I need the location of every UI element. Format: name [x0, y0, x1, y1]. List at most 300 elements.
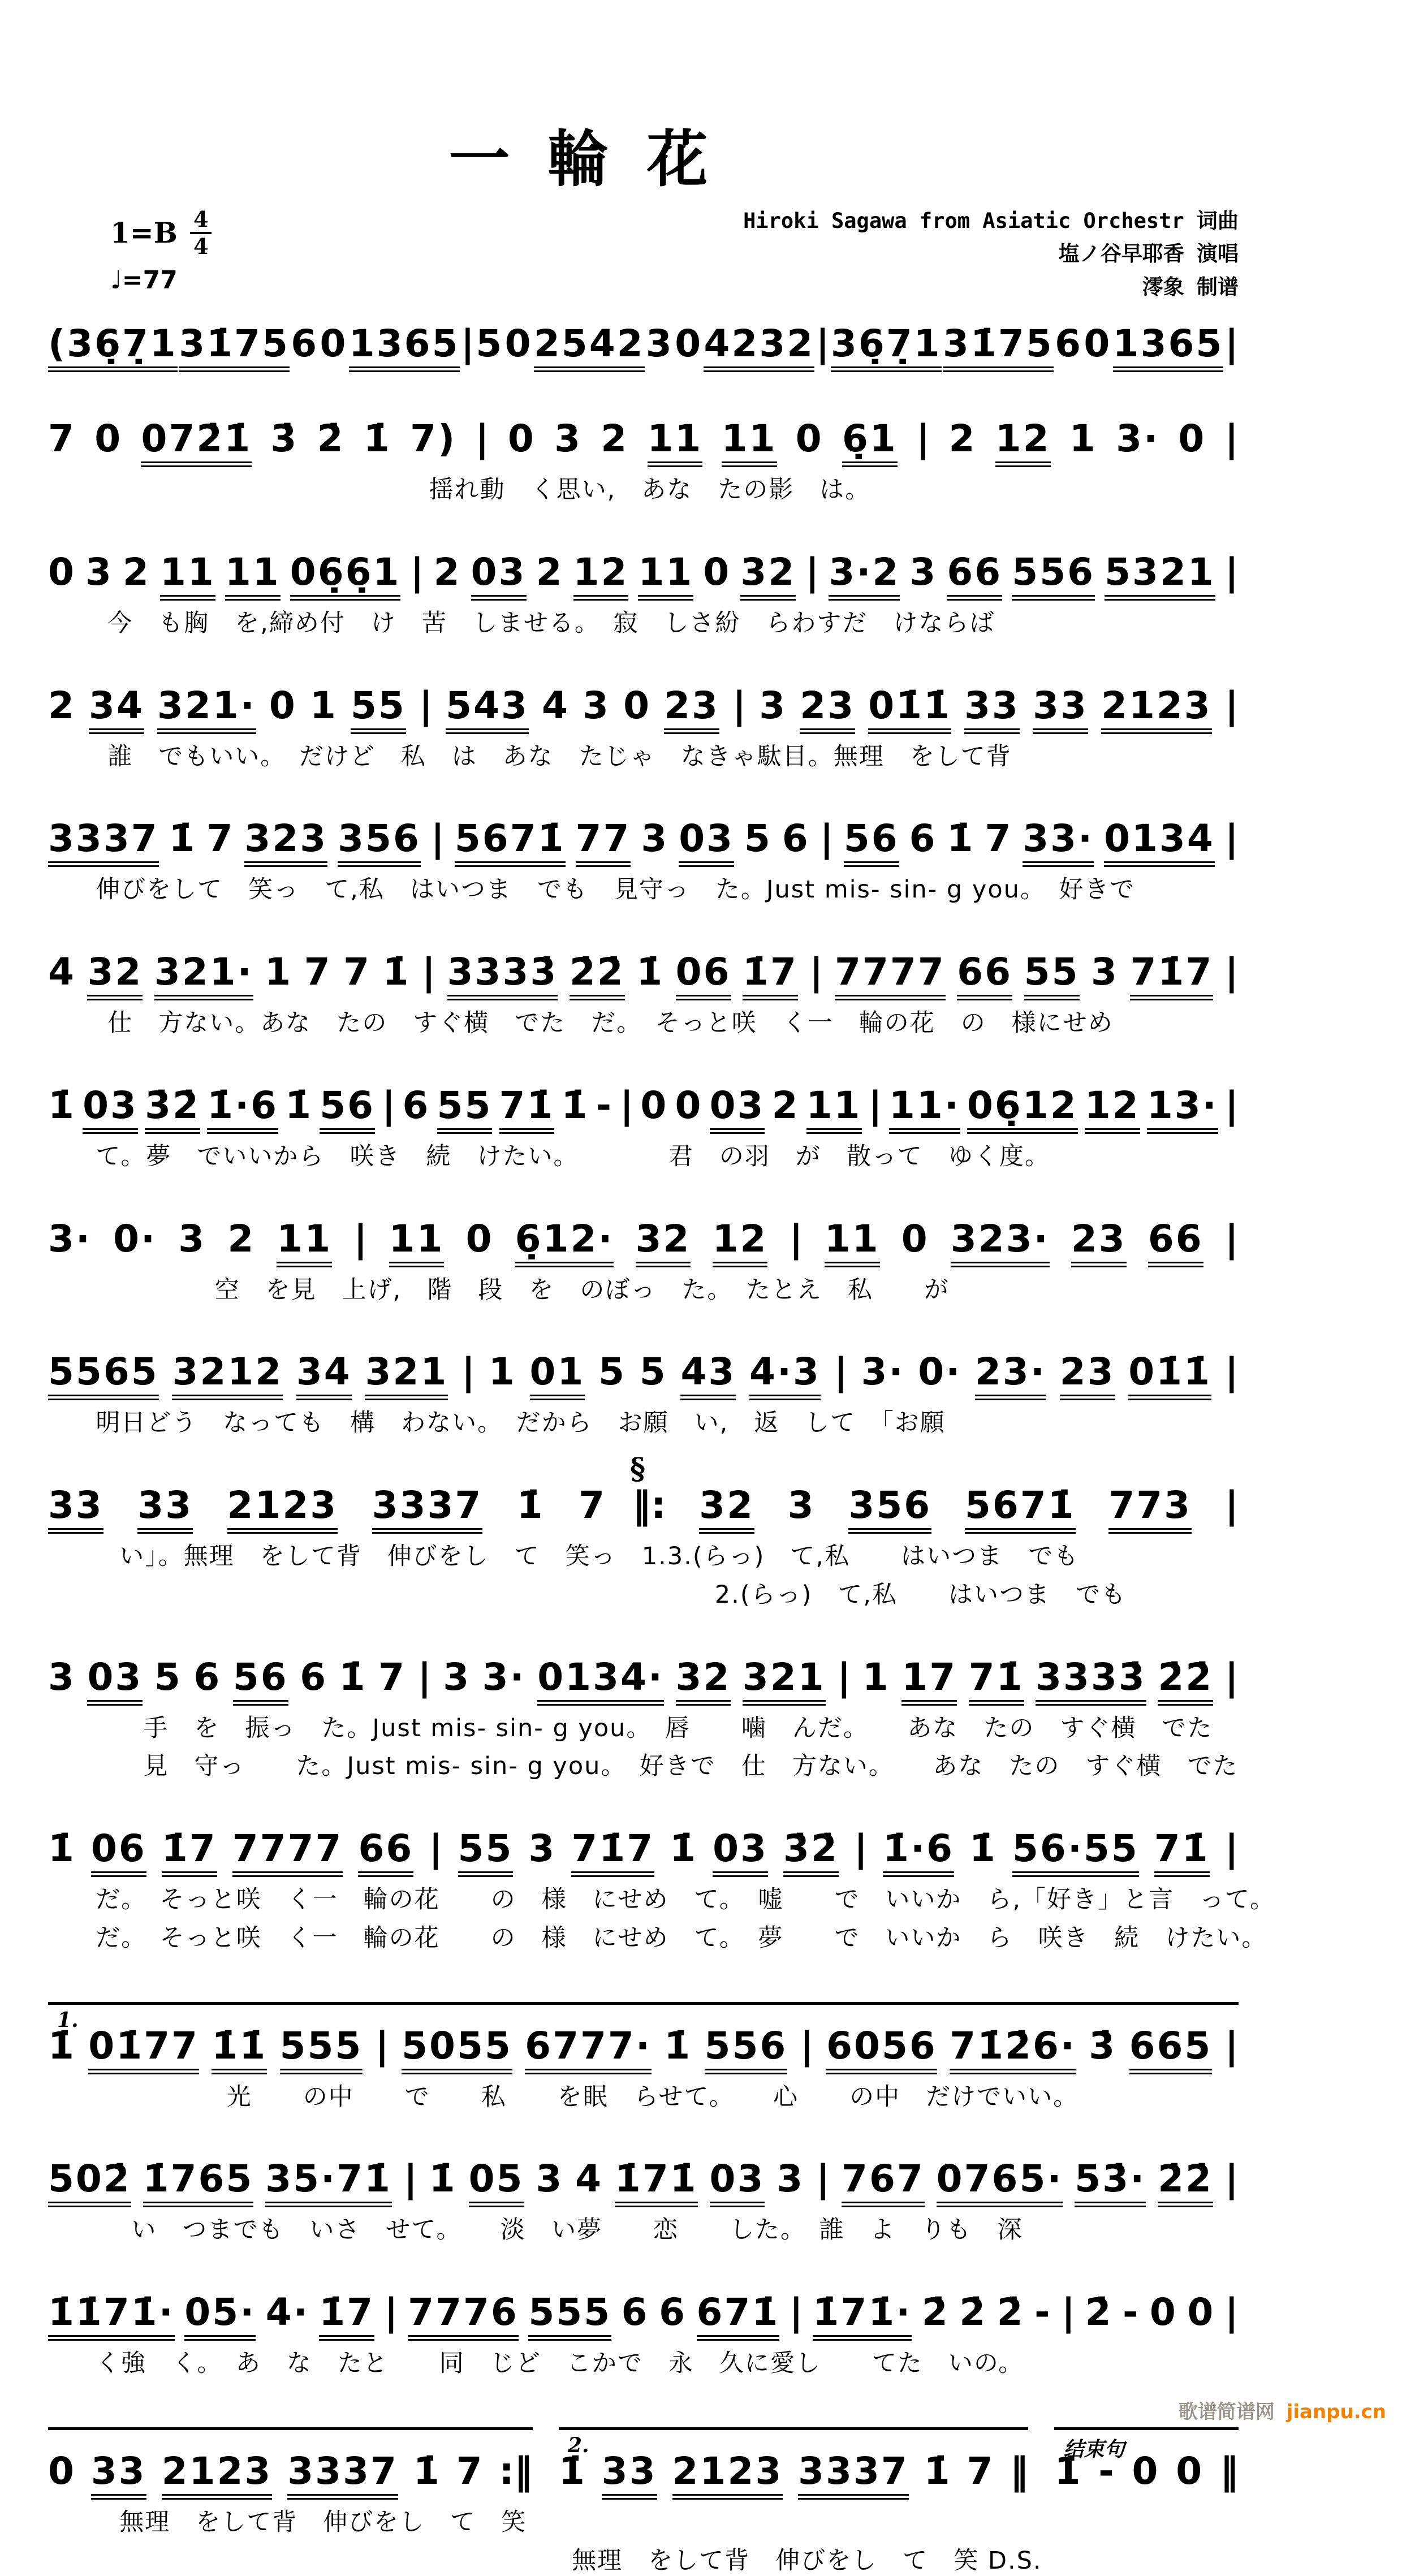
note-group: 0	[48, 554, 76, 601]
note-group: 6̣1	[842, 420, 898, 467]
note-group: 1̇	[48, 1087, 76, 1134]
note-group: 3337	[798, 2453, 909, 2500]
notation-systems	[48, 325, 1239, 2576]
measure-group	[48, 1087, 1239, 1134]
notation-system	[48, 2002, 1239, 2113]
barline: |	[382, 1087, 395, 1134]
note-group: 2123	[162, 2453, 273, 2500]
notes-line	[48, 2427, 1239, 2500]
note-group: 2̇	[922, 2294, 950, 2341]
note-group: 2	[434, 554, 461, 601]
note-group: 072̇1̇	[141, 420, 252, 467]
note-group: 23	[664, 687, 719, 734]
barline: |	[1225, 820, 1239, 867]
note-group: 0	[505, 325, 533, 372]
note-group: 2	[48, 687, 76, 734]
note-group: 5	[744, 820, 772, 867]
note-group: 3	[443, 1659, 471, 1706]
note-group: 1̇7	[162, 1830, 217, 1877]
note-group: 7	[207, 820, 235, 867]
note-group: 33	[137, 1487, 193, 1534]
lyrics-line: だ。 そっと咲 く一 輪の花 の 様 にせめ て。 嘘 で いいか ら,「好き」と言 って。	[48, 1885, 1239, 1915]
notes-line	[48, 325, 1239, 372]
note-group: 665	[1129, 2027, 1213, 2074]
barline: |	[1225, 1659, 1239, 1706]
note-group: 6	[402, 1087, 430, 1134]
note-group: 03	[471, 554, 527, 601]
barline: |	[854, 1830, 868, 1877]
barline: |	[419, 687, 433, 734]
note-group: 356	[338, 820, 421, 867]
note-group: 03	[713, 1830, 768, 1877]
barline: |	[916, 420, 930, 467]
note-group: 55	[458, 1830, 514, 1877]
note-group: 3	[909, 554, 937, 601]
note-group: 36̣7̣1	[831, 325, 942, 372]
notes-line	[48, 554, 1239, 601]
time-signature	[190, 208, 212, 258]
note-group: 0	[466, 1220, 494, 1267]
note-group: 06	[676, 953, 731, 1000]
measure-group	[48, 554, 1239, 601]
note-group: 3333̇	[447, 953, 558, 1000]
lyrics-line: だ。 そっと咲 く一 輪の花 の 様 にせめ て。 夢 で いいか ら 咲き 続 けたい。	[48, 1923, 1239, 1954]
note-group: 23	[1060, 1353, 1115, 1400]
note-group: 0	[94, 420, 122, 467]
note-group: -	[1034, 2294, 1051, 2341]
note-group: 0	[1178, 420, 1206, 467]
measure-group	[48, 2002, 1239, 2074]
time-signature-numerator: 4	[190, 208, 212, 234]
note-group: 34	[296, 1353, 352, 1400]
note-group: 1365	[1113, 325, 1224, 372]
note-group: 0	[1187, 2294, 1215, 2341]
note-group: 0	[675, 325, 702, 372]
note-group: 71̇	[499, 1087, 555, 1134]
note-group: 3	[554, 420, 582, 467]
note-group: 1̇	[664, 2027, 692, 2074]
notes-line	[48, 1220, 1239, 1267]
note-group: 3	[1091, 953, 1119, 1000]
note-group: -	[1098, 2453, 1115, 2500]
lyrics-line: 誰 でもいい。 だけど 私 は あな たじゃ なきゃ駄目。無理 をして背	[48, 742, 1239, 773]
note-group: 1̇	[947, 820, 974, 867]
note-group: 3·	[1116, 420, 1159, 467]
note-group: 32	[676, 1659, 731, 1706]
note-group: 6	[291, 325, 318, 372]
note-group: 32	[87, 953, 143, 1000]
note-group: 71̇7	[1130, 953, 1213, 1000]
credit-composer: Hiroki Sagawa from Asiatic Orchestr 词曲	[743, 205, 1239, 238]
note-group: 32	[636, 1220, 691, 1267]
notation-system	[48, 687, 1239, 773]
notation-system	[48, 820, 1239, 905]
note-group: 56	[233, 1659, 288, 1706]
note-group: 1̇	[339, 1659, 367, 1706]
note-group: 06̣6̣1	[290, 554, 401, 601]
note-group: 3·2	[829, 554, 900, 601]
barline: |	[461, 1353, 475, 1400]
lyrics-line: 無理 をして背 伸びをし て 笑 D.S.	[48, 2546, 1239, 2576]
note-group: 5	[154, 1659, 182, 1706]
barline: |	[790, 1220, 803, 1267]
note-group: 11·	[889, 1087, 960, 1134]
note-group: 1	[265, 953, 292, 1000]
note-group: 4·	[266, 2294, 309, 2341]
note-group: 2542	[534, 325, 645, 372]
note-group: 6	[300, 1659, 327, 1706]
note-group: 1365	[349, 325, 460, 372]
measure-group	[48, 2294, 1239, 2341]
note-group: 2̇	[997, 2294, 1025, 2341]
note-group: 2̇2̇	[1158, 1659, 1213, 1706]
note-group: 1̇	[969, 1830, 997, 1877]
notation-system	[48, 325, 1239, 372]
note-group: 2123	[672, 2453, 783, 2500]
note-group: 11	[648, 420, 703, 467]
note-group: 2	[123, 554, 150, 601]
note-group: 01̇1̇	[1128, 1353, 1211, 1400]
lyrics-line: て。夢 でいいから 咲き 続 けたい。 君 の羽 が 散って ゆく度。	[48, 1142, 1239, 1172]
note-group: 7	[985, 820, 1012, 867]
note-group: 3	[48, 1659, 76, 1706]
lyrics-line: 見 守っ た。Just mis- sin- g you。 好きで 仕 方ない。 あな たの すぐ横 でた	[48, 1751, 1239, 1782]
note-group: 356	[848, 1487, 931, 1534]
score-page	[48, 0, 1239, 2439]
note-group: 7	[456, 2453, 484, 2500]
note-group: 1̇1̇71̇·	[48, 2294, 175, 2341]
note-group: 5055	[402, 2027, 512, 2074]
note-group: 0	[1132, 2453, 1159, 2500]
measure-group	[48, 2427, 533, 2500]
barline: |	[1225, 1353, 1239, 1400]
note-group: 1̇	[48, 1830, 76, 1877]
note-group: 1	[489, 1353, 516, 1400]
note-group: 31̇75	[179, 325, 290, 372]
notes-line	[48, 1087, 1239, 1134]
note-group: 31̇75	[943, 325, 1054, 372]
measure-group	[632, 1487, 1239, 1534]
note-group: 11	[825, 1220, 880, 1267]
note-group: 3̇2̇	[783, 1830, 839, 1877]
note-group: 3337	[372, 1487, 483, 1534]
note-group: 33	[91, 2453, 146, 2500]
barline: |	[816, 2160, 830, 2207]
watermark-site-name: 歌谱简谱网	[1179, 2401, 1275, 2423]
measure-group	[48, 1659, 1239, 1706]
note-group: 43	[680, 1353, 736, 1400]
barline: |	[376, 2027, 389, 2074]
note-group: 3	[178, 1220, 206, 1267]
note-group: 3·	[861, 1353, 905, 1400]
note-group: 4232	[704, 325, 814, 372]
measure-group	[48, 1487, 606, 1534]
note-group: -	[596, 1087, 613, 1134]
measure-group	[48, 1220, 1239, 1267]
volta-label: 结束句	[1063, 2433, 1124, 2462]
note-group: 56	[320, 1087, 375, 1134]
note-group: 11	[722, 420, 777, 467]
note-group: 5	[598, 1353, 626, 1400]
measure-group	[48, 420, 1239, 467]
note-group: 502̇	[48, 2160, 131, 2207]
lyrics-line: 仕 方ない。あな たの すぐ横 でた だ。 そっと咲 く一 輪の花 の 様にせめ	[48, 1008, 1239, 1039]
note-group: 13·	[1147, 1087, 1218, 1134]
note-group: 3·	[482, 1659, 526, 1706]
note-group: 556	[705, 2027, 788, 2074]
notes-line	[48, 1353, 1239, 1400]
lyrics-line: 無理 をして背 伸びをし て 笑	[48, 2508, 1239, 2538]
note-group: 6	[1055, 325, 1082, 372]
note-group: 2	[949, 420, 977, 467]
measure-group	[559, 2427, 1029, 2500]
note-group: 767	[842, 2160, 925, 2207]
note-group: 5	[476, 325, 503, 372]
measure-group	[48, 1830, 1239, 1877]
note-group: 7	[304, 953, 332, 1000]
volta-label: 2.	[568, 2433, 589, 2457]
quarter-note-icon: ♩	[110, 266, 122, 295]
note-group: 3	[646, 325, 674, 372]
note-group: 6056	[826, 2027, 937, 2074]
notation-system	[48, 1487, 1239, 1611]
note-group: 01	[530, 1353, 585, 1400]
note-group: 1̇	[169, 820, 197, 867]
note-group: 1̇	[517, 1487, 545, 1534]
note-group: 321·	[157, 687, 256, 734]
note-group: 03	[87, 1659, 143, 1706]
notes-line	[48, 2294, 1239, 2341]
note-group: 11	[806, 1087, 862, 1134]
note-group: 66	[1148, 1220, 1203, 1267]
credit-singer: 塩ノ谷早耶香 演唱	[743, 238, 1239, 270]
note-group: 1̇71̇	[615, 2160, 698, 2207]
note-group: 7	[48, 420, 76, 467]
note-group: 3̇2̇	[145, 1087, 200, 1134]
note-group: 06̣12	[967, 1087, 1078, 1134]
barline: |	[411, 554, 424, 601]
note-group: 1̇·6	[883, 1830, 954, 1877]
lyrics-line: 空 を見 上げ, 階 段 を のぼっ た。 たとえ 私 が	[48, 1275, 1239, 1306]
note-group: 0	[703, 554, 731, 601]
note-group: 0	[675, 1087, 703, 1134]
note-group: 1̇1̇	[212, 2027, 267, 2074]
note-group: 556	[1012, 554, 1095, 601]
barline: |	[1062, 2294, 1075, 2341]
barline: |	[732, 687, 746, 734]
lyrics-line: 伸びをして 笑っ て,私 はいつま でも 見守っ た。Just mis- sin- g you。 好きで	[48, 875, 1239, 905]
note-group: (36̣7̣1	[48, 325, 178, 372]
barline: |	[385, 2294, 398, 2341]
note-group: 5321	[1105, 554, 1215, 601]
notation-system	[48, 2427, 1239, 2576]
barline: |	[461, 325, 474, 372]
note-group: 1	[1069, 420, 1097, 467]
notes-line	[48, 2160, 1239, 2207]
note-group: 55	[437, 1087, 493, 1134]
note-group: 01̇1̇	[868, 687, 951, 734]
note-group: 12	[573, 554, 629, 601]
note-group: 11	[638, 554, 693, 601]
note-group: 543	[446, 687, 529, 734]
barline: |	[1225, 953, 1239, 1000]
note-group: 0	[623, 687, 651, 734]
note-group: 56·55	[1012, 1830, 1139, 1877]
note-group: 11	[160, 554, 215, 601]
lyrics-line: い つまでも いさ せて。 淡 い夢 恋 した。 誰 よ りも 深	[48, 2215, 1239, 2246]
note-group: 55	[1024, 953, 1080, 1000]
note-group: 6	[909, 820, 937, 867]
note-group: 33	[1033, 687, 1088, 734]
note-group: 1	[862, 1659, 890, 1706]
measure-group	[48, 325, 1239, 372]
note-group: 66	[947, 554, 1002, 601]
note-group: 3	[759, 687, 787, 734]
note-group: -	[1123, 2294, 1140, 2341]
note-group: 7776	[408, 2294, 519, 2341]
note-group: 71̇	[969, 1659, 1024, 1706]
note-group: 0·	[113, 1220, 157, 1267]
note-group: 71̇	[1154, 1830, 1210, 1877]
note-group: 77	[576, 820, 631, 867]
note-group: 555	[528, 2294, 611, 2341]
lyrics-line: 光 の中 で 私 を眠 らせて。 心 の中 だけでいい。	[48, 2082, 1239, 2113]
note-group: 3	[528, 1830, 556, 1877]
note-group: 2̇2̇	[570, 953, 625, 1000]
notes-line	[48, 2002, 1239, 2074]
barline: |	[475, 420, 489, 467]
note-group: 321·	[154, 953, 253, 1000]
note-group: 2̇	[959, 2294, 987, 2341]
watermark	[1179, 2396, 1386, 2424]
note-group: 5671̇	[455, 820, 566, 867]
note-group: 7	[378, 1659, 406, 1706]
note-group: 3212	[172, 1353, 283, 1400]
note-group: 71̇7	[571, 1830, 654, 1877]
measure-group	[48, 1353, 1239, 1400]
note-group: 03	[679, 820, 734, 867]
note-group: 773	[1108, 1487, 1192, 1534]
note-group: 4·3	[749, 1353, 821, 1400]
barline: |	[820, 820, 834, 867]
note-group: 7	[343, 953, 371, 1000]
barline: |	[837, 1659, 851, 1706]
note-group: 2̇	[317, 420, 345, 467]
note-group: 2	[536, 554, 564, 601]
watermark-site-url: jianpu.cn	[1287, 2401, 1386, 2423]
notation-system	[48, 554, 1239, 639]
note-group: 7777	[232, 1830, 343, 1877]
note-group: 555	[280, 2027, 363, 2074]
note-group: 1̇7	[743, 953, 798, 1000]
notation-system	[48, 1353, 1239, 1439]
note-group: 3	[536, 2160, 563, 2207]
note-group: 6̣12·	[515, 1220, 614, 1267]
lyrics-line: 揺れ動 く思い, あな たの影 は。	[48, 475, 1239, 506]
note-group: 1̇	[1054, 2453, 1082, 2500]
barline: |	[805, 554, 819, 601]
note-group: 7	[579, 1487, 606, 1534]
barline: |	[1225, 325, 1239, 372]
note-group: 3·	[48, 1220, 92, 1267]
note-group: 2̇2̇	[1158, 2160, 1213, 2207]
note-group: 3	[788, 1487, 816, 1534]
note-group: 6	[622, 2294, 649, 2341]
barline: |	[418, 1659, 432, 1706]
lyrics-line: 明日どう なっても 構 わない。 だから お願 い, 返 して 「お願	[48, 1408, 1239, 1439]
note-group: 03	[710, 1087, 765, 1134]
time-signature-denominator: 4	[193, 234, 208, 258]
segno-icon: §	[630, 1452, 645, 1486]
note-group: 0	[508, 420, 536, 467]
note-group: 0	[48, 2453, 76, 2500]
barline: |	[429, 1830, 442, 1877]
note-group: 35·71̇	[265, 2160, 392, 2207]
lyrics-line: い」。無理 をして背 伸びをし て 笑っ 1.3.(らっ) て,私 はいつま でも	[48, 1542, 1239, 1572]
note-group: 66	[358, 1830, 413, 1877]
note-group: 7777	[835, 953, 946, 1000]
measure-group	[1054, 2427, 1239, 2500]
barline: |	[620, 1087, 633, 1134]
note-group: 32	[740, 554, 796, 601]
note-group: 11	[389, 1220, 445, 1267]
note-group: 12	[995, 420, 1051, 467]
note-group: 0	[320, 325, 348, 372]
measure-group	[48, 953, 1239, 1000]
note-group: 11	[277, 1220, 332, 1267]
barline: |	[809, 953, 823, 1000]
notation-system	[48, 2294, 1239, 2379]
barline: |	[1225, 687, 1239, 734]
credits	[743, 205, 1239, 304]
note-group: 1̇·6	[207, 1087, 278, 1134]
barline: |	[790, 2294, 803, 2341]
note-group: 1̇	[636, 953, 664, 1000]
barline: |	[1225, 1830, 1239, 1877]
note-group: 4	[575, 2160, 603, 2207]
note-group: 17	[901, 1659, 957, 1706]
note-group: 1̇765	[143, 2160, 254, 2207]
note-group: 321	[743, 1659, 826, 1706]
note-group: 0	[1176, 2453, 1203, 2500]
key-tempo-block	[110, 208, 212, 295]
note-group: 1̇	[670, 1830, 697, 1877]
note-group: 1̇71̇·	[813, 2294, 912, 2341]
note-group: 3	[641, 820, 668, 867]
note-group: 11	[225, 554, 281, 601]
barline: |	[834, 1353, 848, 1400]
note-group: 55	[351, 687, 406, 734]
barline: |	[404, 2160, 417, 2207]
note-group: 3337	[48, 820, 159, 867]
note-group: 0·	[918, 1353, 961, 1400]
tempo-marking: ♩=77	[110, 266, 212, 295]
note-group: 05·	[184, 2294, 256, 2341]
notes-line	[48, 820, 1239, 867]
note-group: 0	[640, 1087, 668, 1134]
notation-system	[48, 1659, 1239, 1783]
note-group: 3̇	[1089, 2027, 1116, 2074]
note-group: 1̇	[48, 2027, 76, 2074]
key-signature: 1=B	[110, 216, 178, 249]
barline: ‖	[1010, 2453, 1028, 2500]
note-group: 0765·	[937, 2160, 1063, 2207]
note-group: 12	[1085, 1087, 1140, 1134]
note-group: 33	[964, 687, 1020, 734]
barline: ‖	[1220, 2453, 1239, 2500]
note-group: 0	[796, 420, 823, 467]
lyrics-line: く強 く。 あ な たと 同 じど こかで 永 久に愛し てた いの。	[48, 2349, 1239, 2379]
